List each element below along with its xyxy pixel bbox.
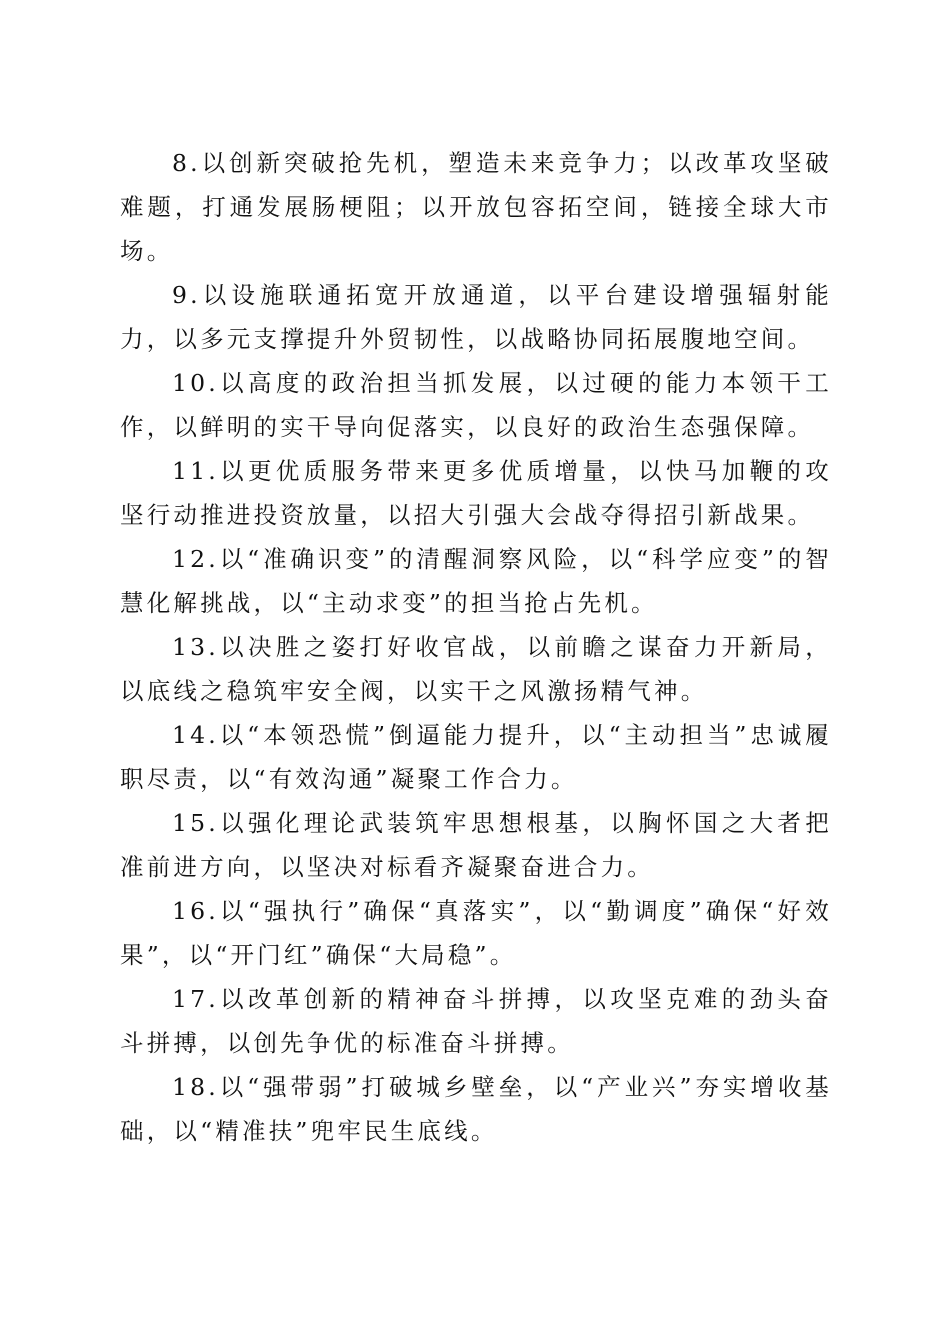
document-body [120,141,832,1153]
paragraph-13: 13.以决胜之姿打好收官战，以前瞻之谋奋力开新局，以底线之稳筑牢安全阀，以实干之风激扬精气神。 [120,633,832,705]
paragraph-10: 10.以高度的政治担当抓发展，以过硬的能力本领干工作，以鲜明的实干导向促落实，以良好的政治生态强保障。 [120,369,832,441]
paragraph-15: 15.以强化理论武装筑牢思想根基，以胸怀国之大者把准前进方向，以坚决对标看齐凝聚奋进合力。 [120,809,832,881]
paragraph-11: 11.以更优质服务带来更多优质增量，以快马加鞭的攻坚行动推进投资放量，以招大引强大会战夺得招引新战果。 [120,457,832,529]
paragraph-12: 12.以“准确识变”的清醒洞察风险，以“科学应变”的智慧化解挑战，以“主动求变”的担当抢占先机。 [120,545,832,617]
paragraph-16: 16.以“强执行”确保“真落实”，以“勤调度”确保“好效果”，以“开门红”确保“大局稳”。 [120,897,832,969]
paragraph-17: 17.以改革创新的精神奋斗拼搏，以攻坚克难的劲头奋斗拼搏，以创先争优的标准奋斗拼搏。 [120,985,832,1057]
paragraph-9: 9.以设施联通拓宽开放通道，以平台建设增强辐射能力，以多元支撑提升外贸韧性，以战略协同拓展腹地空间。 [120,281,832,353]
paragraph-14: 14.以“本领恐慌”倒逼能力提升，以“主动担当”忠诚履职尽责，以“有效沟通”凝聚工作合力。 [120,721,832,793]
paragraph-8: 8.以创新突破抢先机，塑造未来竞争力；以改革攻坚破难题，打通发展肠梗阻；以开放包容拓空间，链接全球大市场。 [120,149,832,265]
paragraph-18: 18.以“强带弱”打破城乡壁垒，以“产业兴”夯实增收基础，以“精准扶”兜牢民生底线。 [120,1073,832,1145]
